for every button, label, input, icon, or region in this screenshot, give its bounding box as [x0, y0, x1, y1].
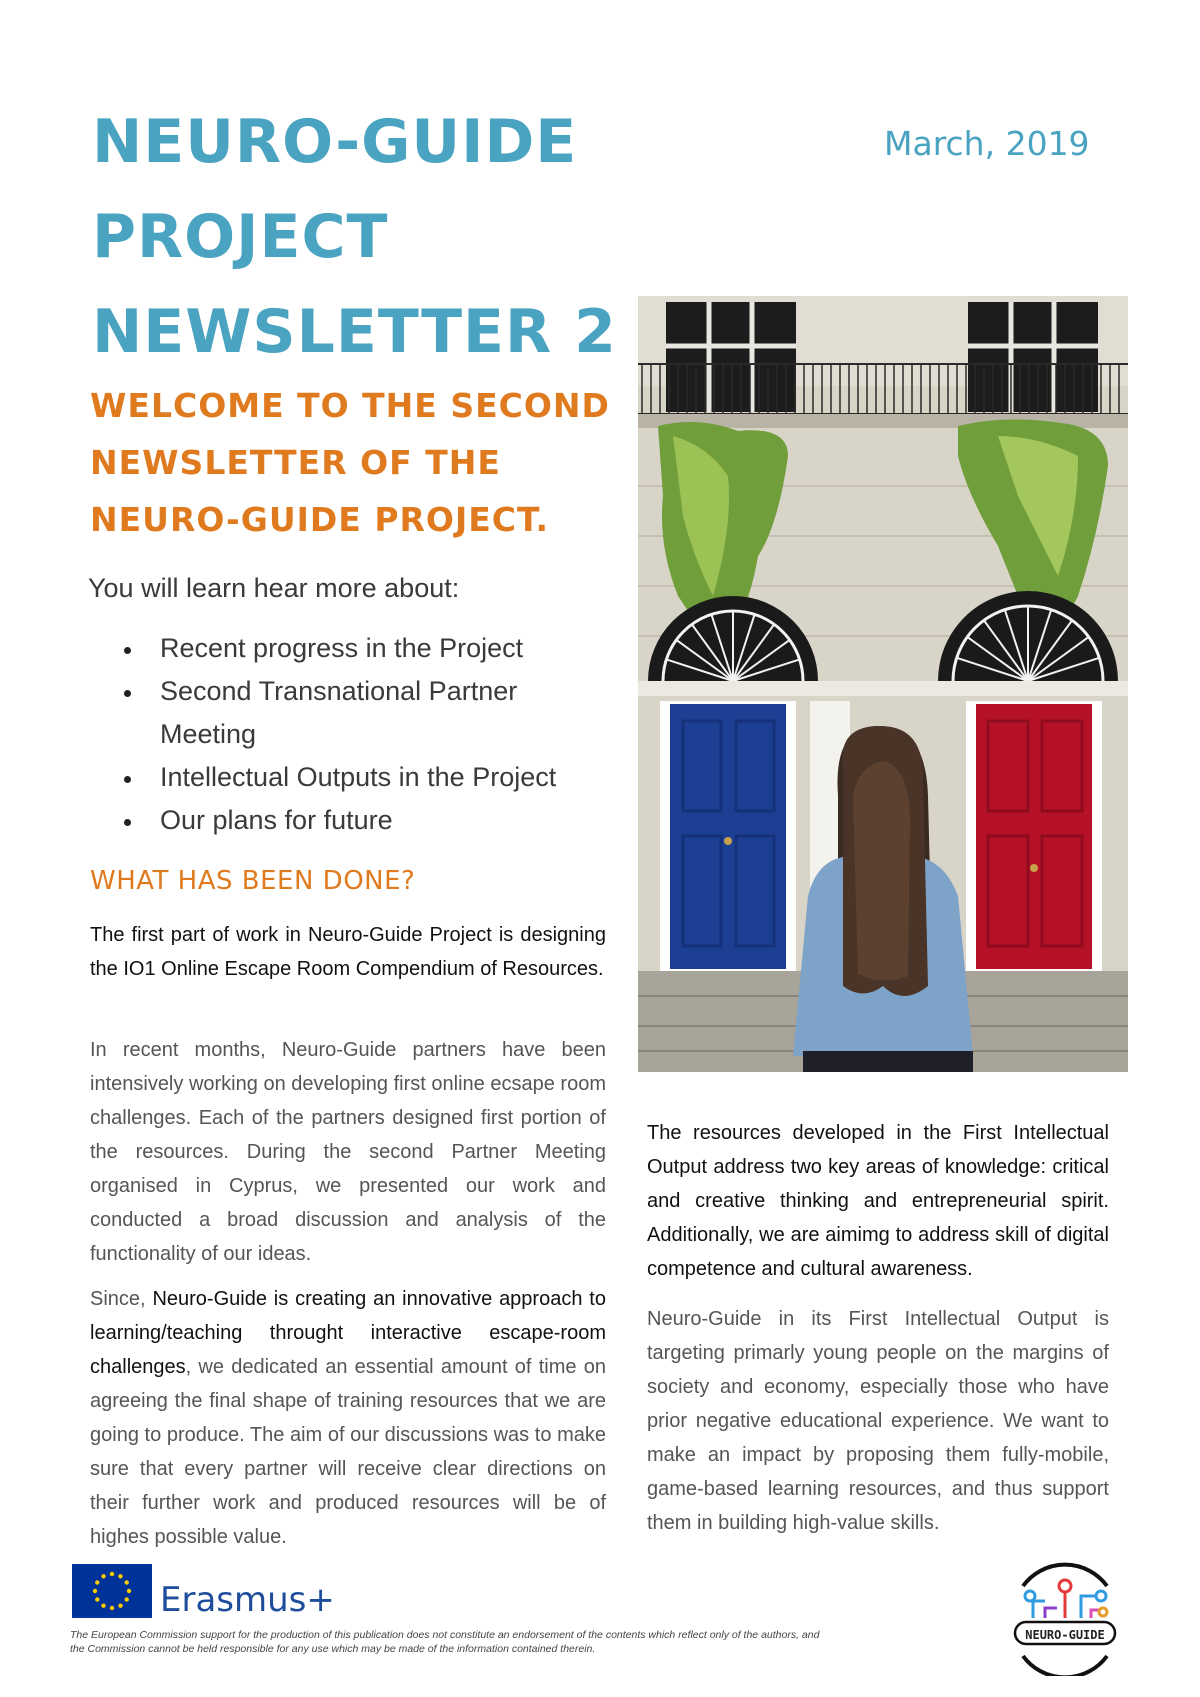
title-line: NEURO-GUIDE	[92, 107, 578, 177]
learn-intro: You will learn hear more about:	[88, 573, 460, 603]
eu-star	[101, 1574, 105, 1578]
list-item: Intellectual Outputs in the Project	[120, 756, 620, 799]
eu-star	[101, 1604, 105, 1608]
building-doors-photo	[638, 296, 1128, 1072]
lead-paragraph: The resources developed in the First Intellectual Output address two key areas of knowledge: critical and creative thinking and entrepreneurial spirit. Additionally, we are aimimg to address skill of digital competence and cultural awareness.	[647, 1122, 1109, 1280]
body-paragraph: In recent months, Neuro-Guide partners have been intensively working on developing first online ecsape room challenges. Each of the partners designed first portion of the resources. During the second Partner Meeting organised in Cyprus, we presented our work and conducted a broad discussion and analysis of the functionality of our ideas.	[90, 1039, 606, 1265]
section-heading: WHAT HAS BEEN DONE?	[90, 866, 416, 896]
neuro-guide-logo	[1005, 1556, 1125, 1676]
eu-star	[118, 1604, 122, 1608]
list-item: Our plans for future	[120, 799, 620, 842]
eu-star	[125, 1580, 129, 1584]
issue-date: March, 2019	[884, 124, 1090, 163]
eu-star	[125, 1597, 129, 1601]
topics-list	[120, 627, 620, 842]
body-paragraph	[90, 1282, 606, 1554]
eu-star	[95, 1597, 99, 1601]
emphasis-text: Neuro-Guide is creating an innovative approach to learning/teaching throught interactive escape-room challenges	[90, 1288, 606, 1378]
eu-flag-icon	[72, 1564, 152, 1618]
lead-paragraph: The first part of work in Neuro-Guide Project is designing the IO1 Online Escape Room Compendium of Resources.	[90, 924, 606, 980]
text-run: Since,	[90, 1288, 153, 1310]
title-line: PROJECT	[92, 202, 389, 272]
eu-star	[93, 1589, 97, 1593]
eu-star	[118, 1574, 122, 1578]
title-line: NEWSLETTER 2	[92, 297, 617, 367]
eu-star	[110, 1572, 114, 1576]
newsletter-title	[92, 95, 652, 380]
welcome-line: NEURO-GUIDE PROJECT.	[90, 500, 550, 539]
eu-star	[95, 1580, 99, 1584]
welcome-line: NEWSLETTER OF THE	[90, 443, 501, 482]
erasmus-logo-text: Erasmus+	[160, 1580, 335, 1620]
eu-star	[110, 1606, 114, 1610]
body-paragraph: Neuro-Guide in its First Intellectual Output is targeting primarly young people on the margins of society and economy, especially those who have prior negative educational experience. We want to make an impact by proposing them fully-mobile, game-based learning resources, and thus support them in building high-value skills.	[647, 1308, 1109, 1534]
welcome-heading	[90, 377, 630, 548]
list-item: Recent progress in the Project	[120, 627, 620, 670]
logo-text: NEURO-GUIDE	[1025, 1628, 1105, 1642]
welcome-line: WELCOME TO THE SECOND	[90, 386, 610, 425]
list-item: Second Transnational Partner Meeting	[120, 670, 620, 756]
disclaimer: The European Commission support for the production of this publication does not constitute an endorsement of the contents which reflect only of the authors, and the Commission cannot be held responsible for any use which may be made of the information contained therein.	[70, 1629, 820, 1655]
eu-star	[127, 1589, 131, 1593]
text-run: , we dedicated an essential amount of time on agreeing the final shape of training resources that we are going to produce. The aim of our discussions was to make sure that every partner will receive clear directions on their further work and produced resources will be of highes possible value.	[90, 1356, 606, 1548]
